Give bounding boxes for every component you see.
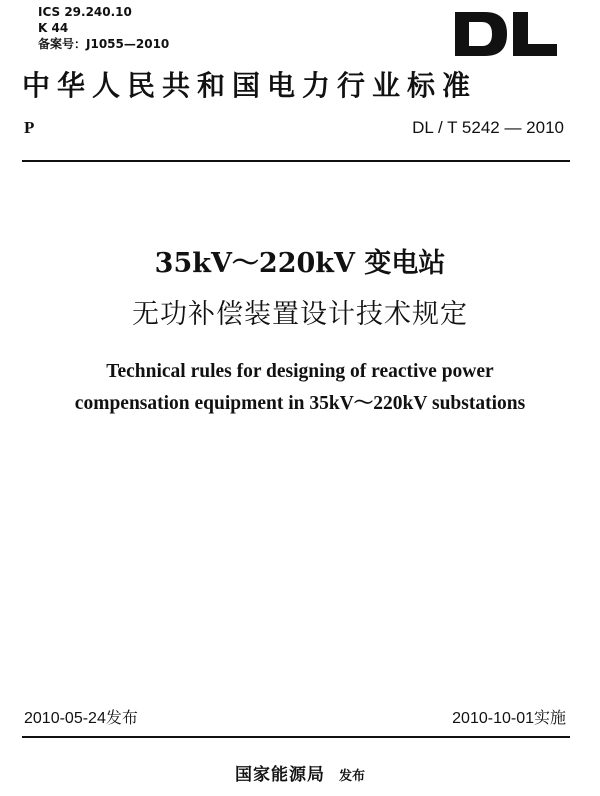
classification-code: K 44 <box>38 21 69 35</box>
top-divider <box>22 160 570 162</box>
dl-logo <box>451 10 561 58</box>
title-cn-line2: 无功补偿装置设计技术规定 <box>132 299 468 330</box>
standard-name: 中华人民共和国电力行业标准 <box>22 69 478 102</box>
bottom-divider <box>22 736 570 738</box>
issue-date: 2010-05-24发布 <box>24 710 138 727</box>
ics-code: ICS 29.240.10 <box>38 5 132 19</box>
title-cn-line1: 35kV～220kV 变电站 <box>154 248 446 279</box>
category-letter: P <box>24 118 35 137</box>
record-number: 备案号：J1055—2010 <box>38 37 170 51</box>
implementation-date: 2010-10-01实施 <box>452 710 566 727</box>
title-en-line1: Technical rules for designing of reactive power <box>106 361 494 382</box>
publisher-action: 发布 <box>338 769 365 784</box>
publisher-name: 国家能源局 <box>234 765 325 785</box>
title-en-line2: compensation equipment in 35kV～220kV substations <box>74 393 526 414</box>
publisher-line <box>0 764 600 788</box>
standard-number: DL / T 5242 — 2010 <box>412 118 564 137</box>
